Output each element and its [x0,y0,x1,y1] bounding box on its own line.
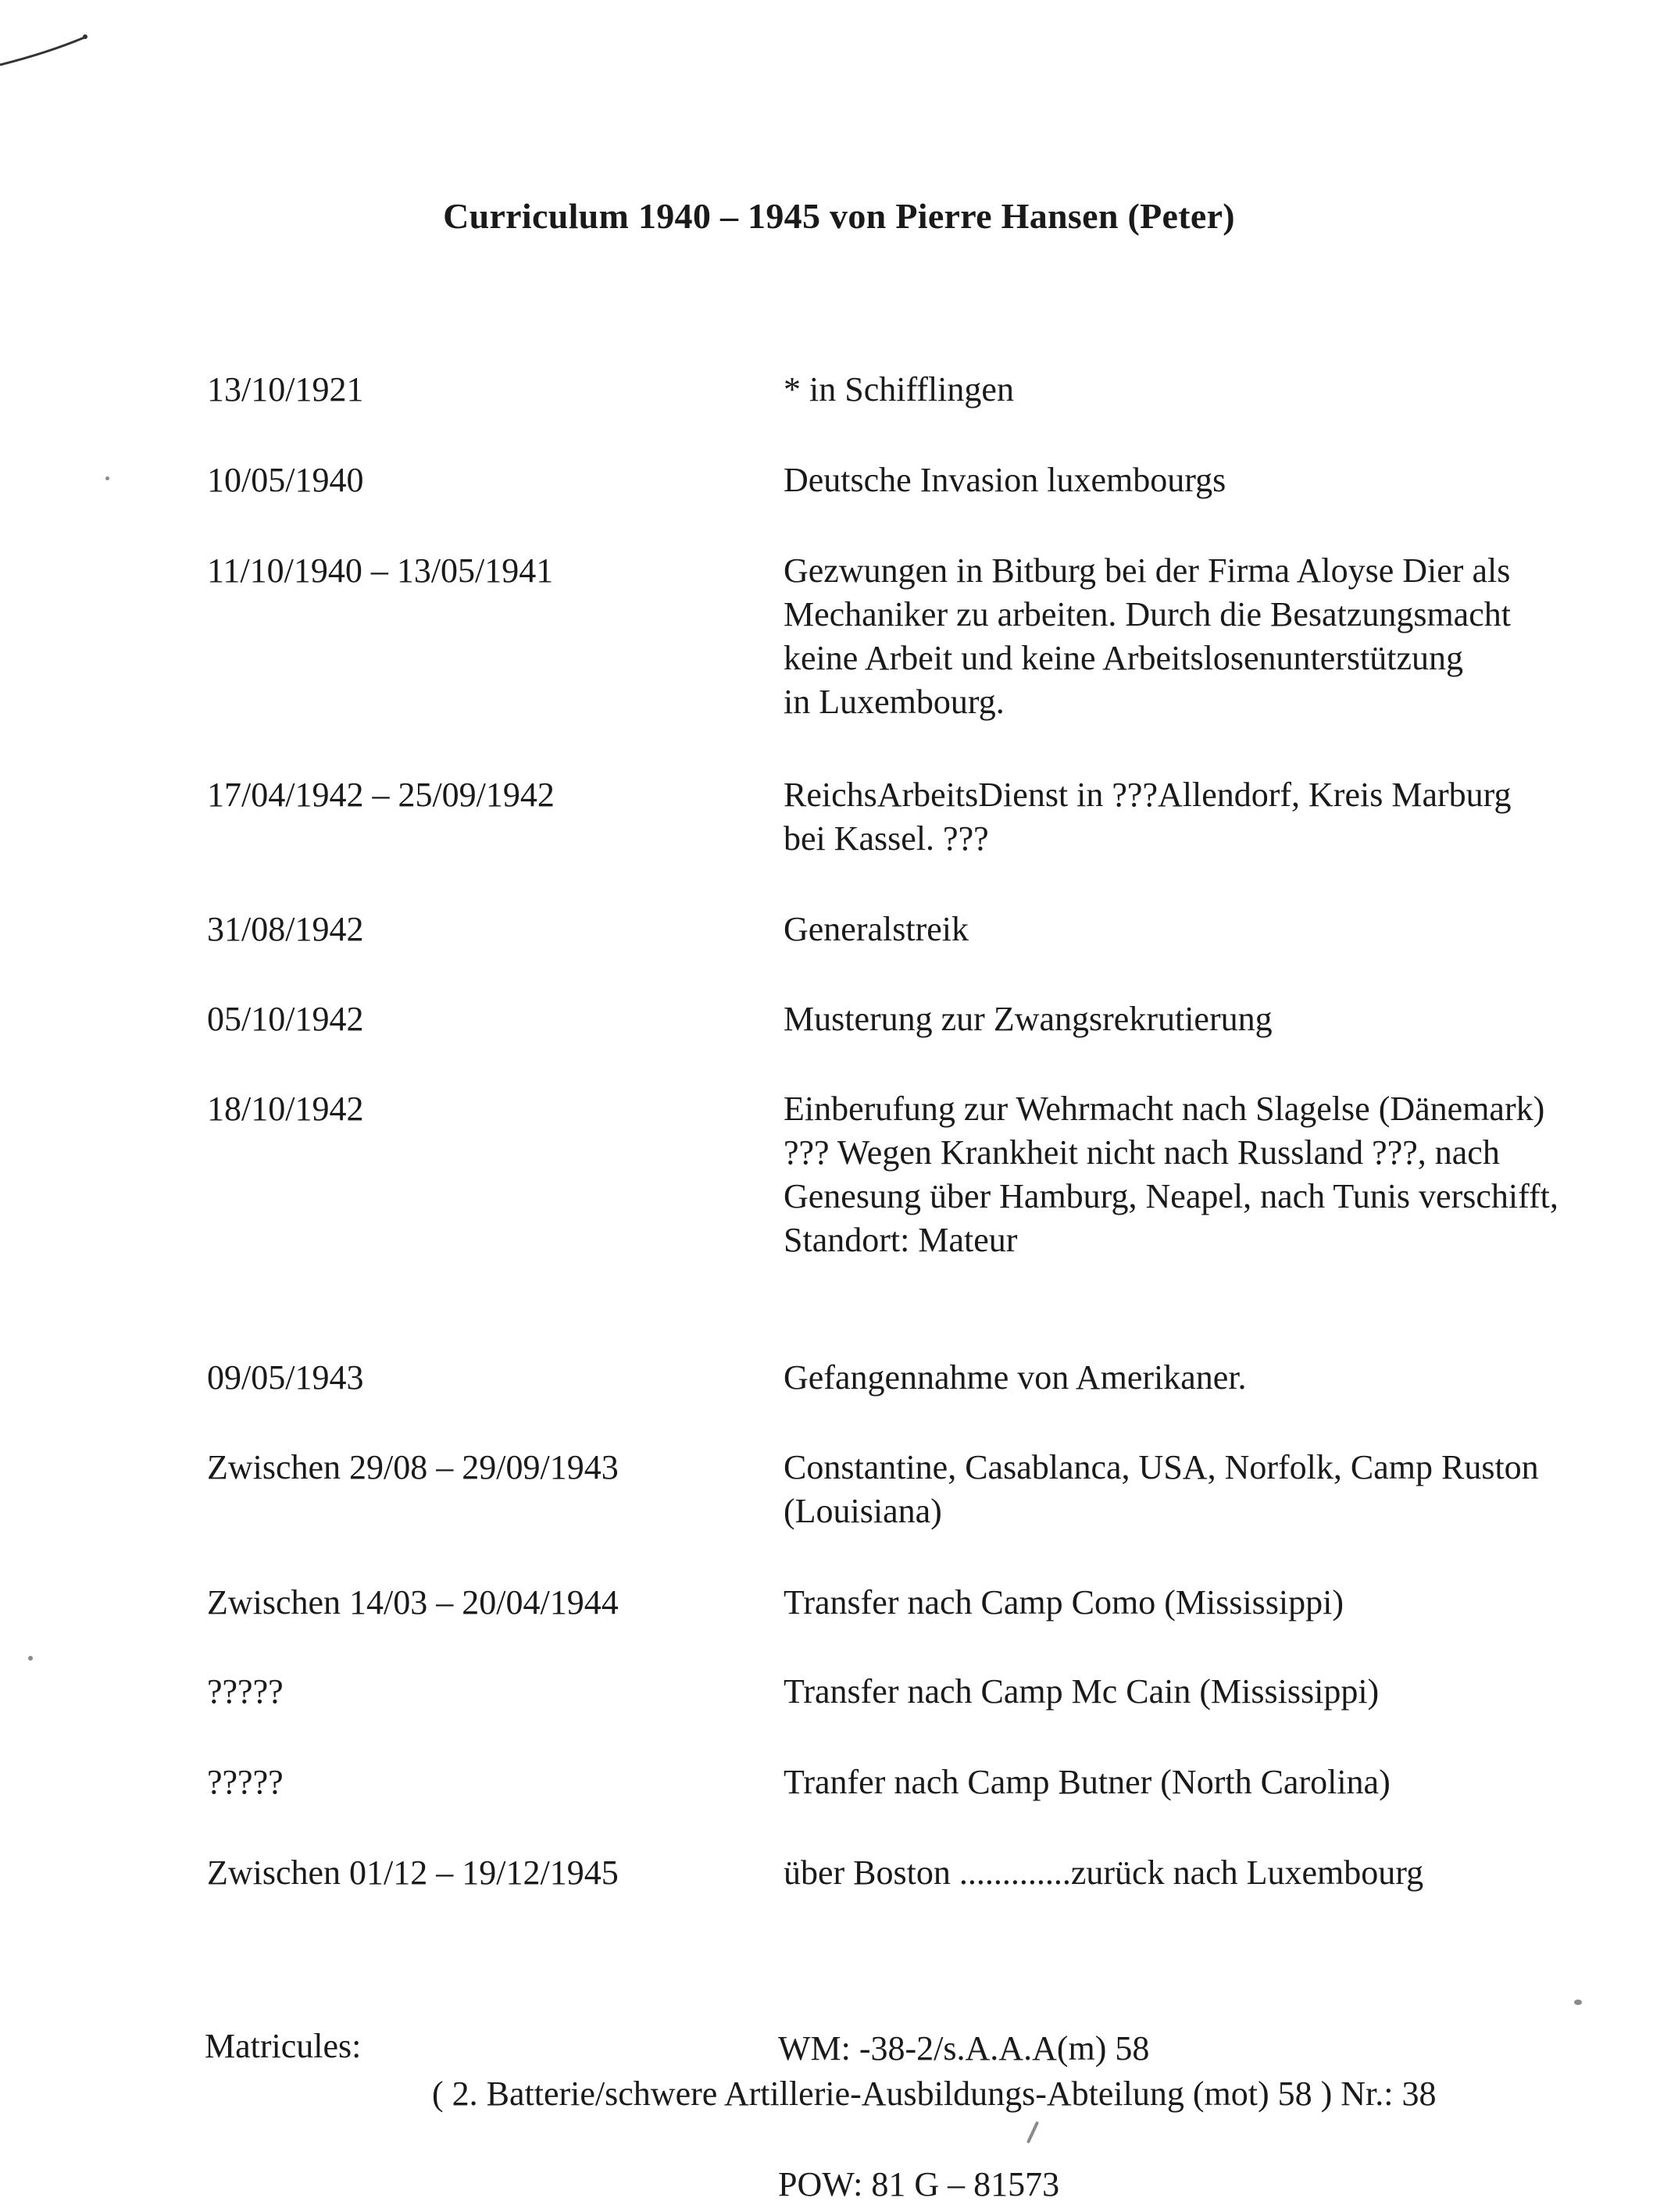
entry-description [784,1851,1423,1895]
entry-date: 18/10/1942 [207,1090,364,1128]
description-line: über Boston .............zurück nach Luxembourg [784,1853,1424,1892]
description-line: ??? Wegen Krankheit nicht nach Russland ???, nach [784,1133,1500,1172]
description-line: Transfer nach Camp Como (Mississippi) [784,1583,1344,1622]
entry-description [784,549,1511,724]
wm-matricule: WM: -38-2/s.A.A.A(m) 58 [778,2029,1150,2068]
entry-description [784,1581,1344,1625]
description-line: Transfer nach Camp Mc Cain (Mississippi) [784,1672,1380,1711]
description-line: Mechaniker zu arbeiten. Durch die Besatzungsmacht [784,595,1511,633]
entry-date: ????? [207,1672,284,1711]
scan-mark [0,22,94,69]
entry-description [784,1446,1539,1533]
description-line: Gefangennahme von Amerikaner. [784,1358,1247,1397]
entry-date: Zwischen 29/08 – 29/09/1943 [207,1448,619,1486]
wm-expansion: ( 2. Batterie/schwere Artillerie-Ausbildungs-Abteilung (mot) 58 ) Nr.: 38 [432,2075,1437,2113]
entry-date: 05/10/1942 [207,1000,364,1038]
description-line: Einberufung zur Wehrmacht nach Slagelse (Dänemark) [784,1090,1545,1128]
entry-description [784,773,1512,861]
matricules-label: Matricules: [205,2027,362,2065]
entry-date: Zwischen 01/12 – 19/12/1945 [207,1853,619,1892]
entry-description [784,1761,1391,1804]
entry-date: ????? [207,1763,284,1801]
description-line: Musterung zur Zwangsrekrutierung [784,1000,1273,1038]
scan-speck [28,1656,33,1661]
description-line: (Louisiana) [784,1492,942,1530]
description-line: Constantine, Casablanca, USA, Norfolk, Camp Ruston [784,1448,1539,1486]
description-line: ReichsArbeitsDienst in ???Allendorf, Kreis Marburg [784,776,1512,814]
entry-date: 10/05/1940 [207,461,364,499]
entry-date: 11/10/1940 – 13/05/1941 [207,551,554,590]
description-line: Standort: Mateur [784,1221,1018,1259]
scan-speck [1574,2000,1582,2005]
entry-date: 31/08/1942 [207,910,364,948]
entry-date: 13/10/1921 [207,370,364,409]
entry-date: Zwischen 14/03 – 20/04/1944 [207,1583,619,1622]
entry-date: 17/04/1942 – 25/09/1942 [207,776,555,814]
entry-description [784,458,1226,502]
entry-description [784,1356,1247,1400]
description-line: keine Arbeit und keine Arbeitslosenunterstützung [784,639,1464,677]
description-line: in Luxembourg. [784,683,1005,721]
description-line: Genesung über Hamburg, Neapel, nach Tunis verschifft, [784,1177,1558,1215]
description-line: Generalstreik [784,910,969,948]
description-line: bei Kassel. ??? [784,819,989,858]
document-title: Curriculum 1940 – 1945 von Pierre Hansen (Peter) [443,196,1235,236]
scan-speck [105,476,109,480]
entry-description [784,997,1273,1041]
entry-description [784,1670,1379,1714]
description-line: * in Schifflingen [784,370,1014,409]
entry-description [784,908,969,951]
description-line: Tranfer nach Camp Butner (North Carolina) [784,1763,1391,1801]
description-line: Deutsche Invasion luxembourgs [784,461,1226,499]
entry-description [784,1087,1558,1262]
description-line: Gezwungen in Bitburg bei der Firma Aloyse Dier als [784,551,1511,590]
pow-matricule: POW: 81 G – 81573 [778,2165,1060,2203]
scan-speck [1026,2121,1039,2144]
entry-description [784,368,1014,412]
entry-date: 09/05/1943 [207,1358,364,1397]
